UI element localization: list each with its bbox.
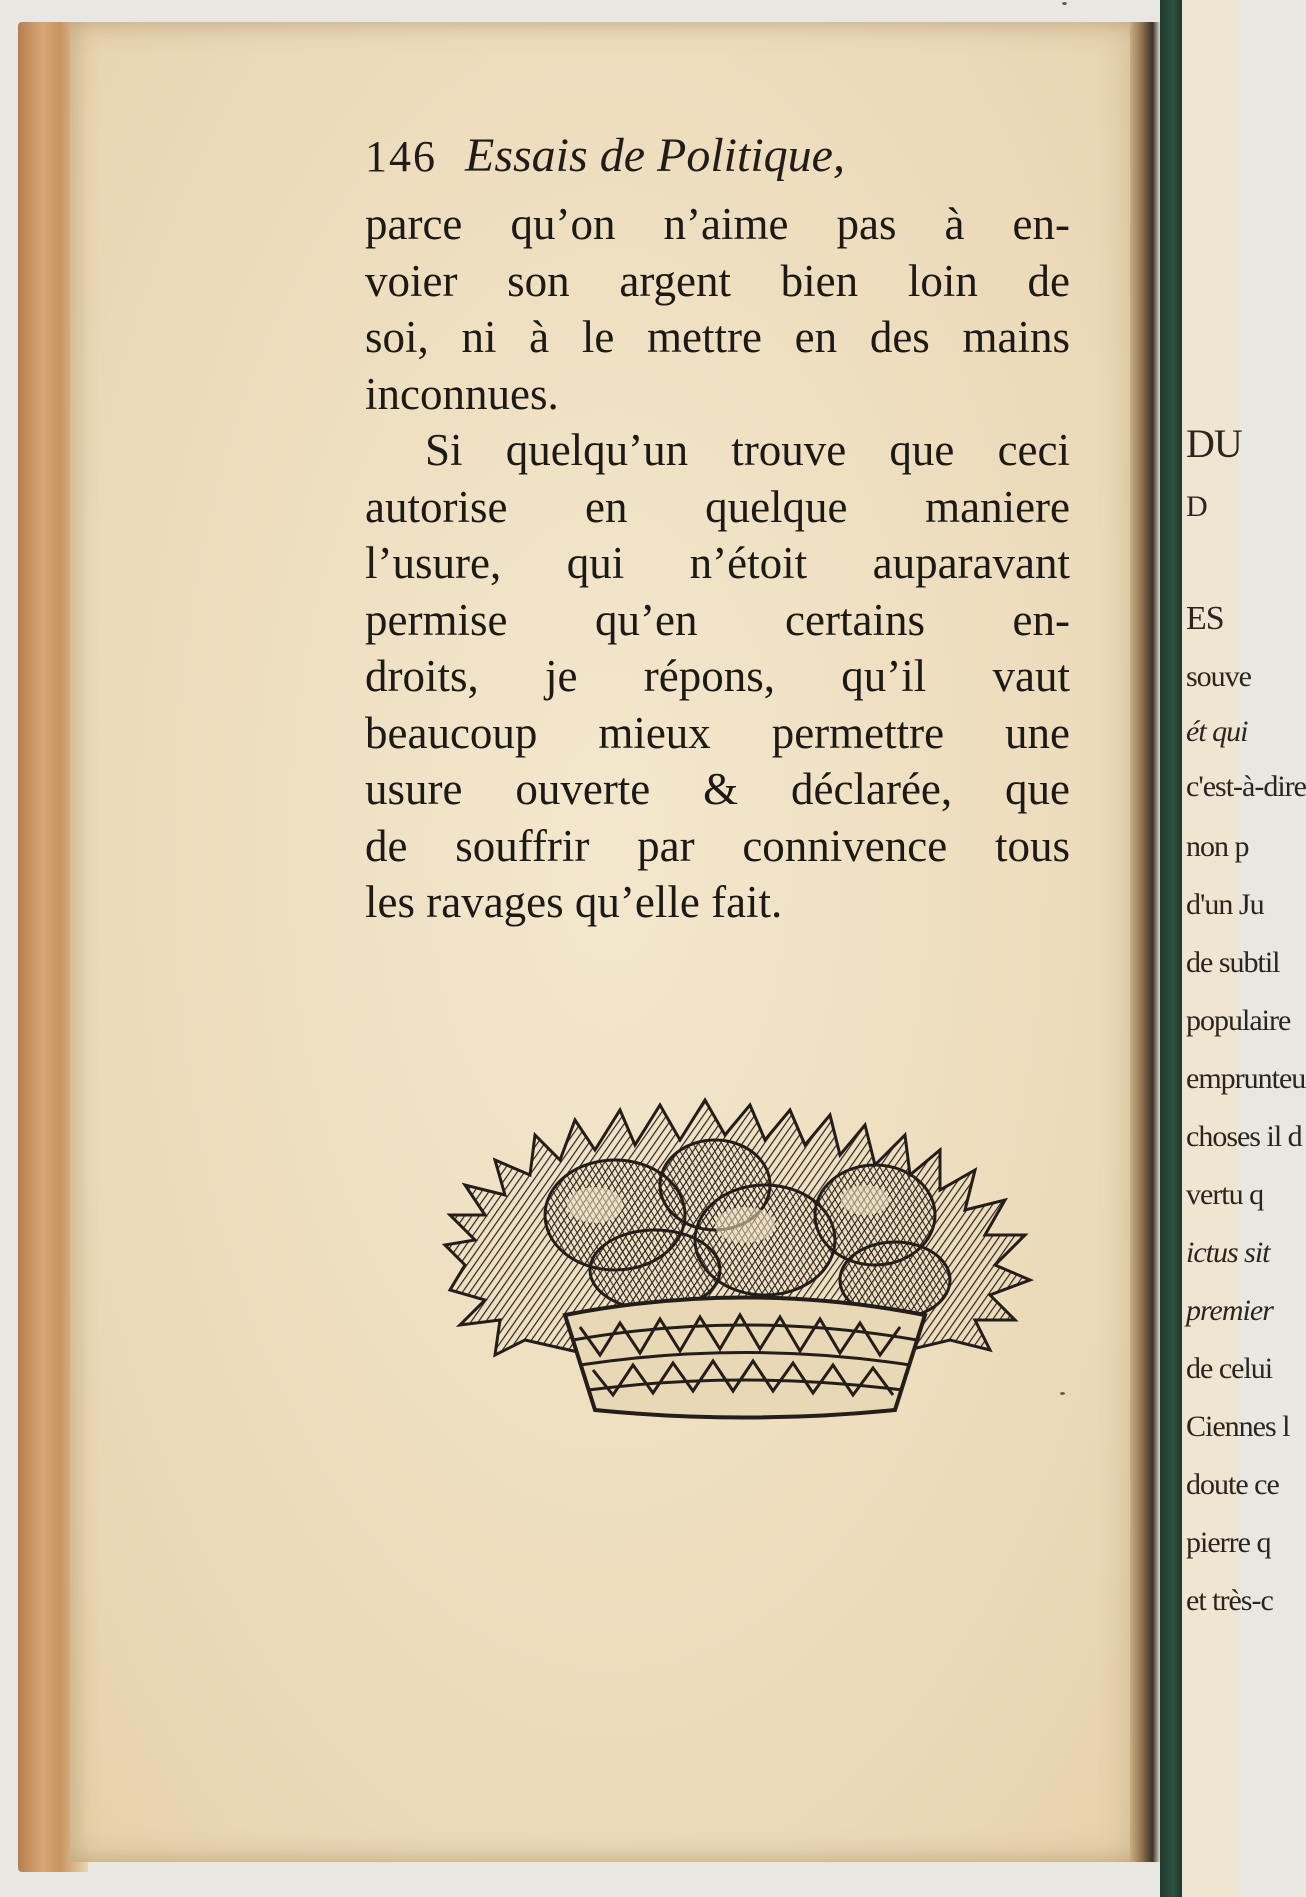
facing-line: de subtil	[1186, 946, 1280, 979]
running-title: Essais de Politique,	[465, 129, 845, 182]
text-line: inconnues.	[365, 368, 559, 419]
text-line: permise qu’en certains en-	[365, 594, 1070, 645]
facing-line: pierre q	[1186, 1526, 1271, 1559]
facing-line: ictus sit	[1186, 1236, 1270, 1269]
basket-of-fruit-woodcut	[445, 1065, 1035, 1425]
facing-line: doute ce	[1186, 1468, 1279, 1501]
paper-speck	[1062, 2, 1067, 5]
text-line: droits, je répons, qu’il vaut	[365, 651, 1070, 701]
facing-page-fragment	[1182, 0, 1306, 1897]
facing-line: ét qui	[1186, 715, 1248, 748]
text-line: Si quelqu’un trouve que ceci	[425, 425, 1070, 475]
binding-strip	[1160, 0, 1182, 1897]
text-line: soi, ni à le mettre en des mains	[365, 312, 1070, 362]
page-number: 146	[365, 132, 437, 181]
facing-line: choses il d	[1186, 1120, 1302, 1153]
body-text	[365, 196, 1070, 931]
text-line: les ravages qu’elle fait.	[365, 877, 783, 927]
facing-line: emprunteu	[1186, 1062, 1306, 1095]
facing-line: souve	[1186, 660, 1251, 693]
facing-line: et très-c	[1186, 1584, 1273, 1617]
facing-line: DU	[1186, 421, 1242, 466]
facing-line: Ciennes l	[1186, 1410, 1290, 1443]
facing-line: de celui	[1186, 1352, 1273, 1385]
text-line: de souffrir par connivence tous	[365, 820, 1070, 871]
text-line: l’usure, qui n’étoit auparavant	[365, 538, 1070, 588]
facing-line: vertu q	[1186, 1178, 1264, 1211]
text-line: voier son argent bien loin de	[365, 255, 1070, 306]
facing-line: D	[1186, 490, 1207, 523]
book-gutter	[1130, 22, 1160, 1862]
facing-line: non p	[1186, 830, 1249, 863]
text-line: beaucoup mieux permettre une	[365, 707, 1070, 758]
text-line: usure ouverte & déclarée, que	[365, 764, 1070, 814]
facing-line: premier	[1186, 1294, 1273, 1327]
facing-line: populaire	[1186, 1004, 1291, 1037]
facing-line: ES	[1186, 600, 1224, 637]
text-line: autorise en quelque maniere	[365, 481, 1070, 532]
text-line: parce qu’on n’aime pas à en-	[365, 199, 1070, 249]
facing-line: d'un Ju	[1186, 888, 1264, 921]
facing-line: c'est-à-dire	[1186, 770, 1306, 803]
paper-speck	[1060, 1392, 1065, 1395]
running-head	[365, 128, 1065, 188]
